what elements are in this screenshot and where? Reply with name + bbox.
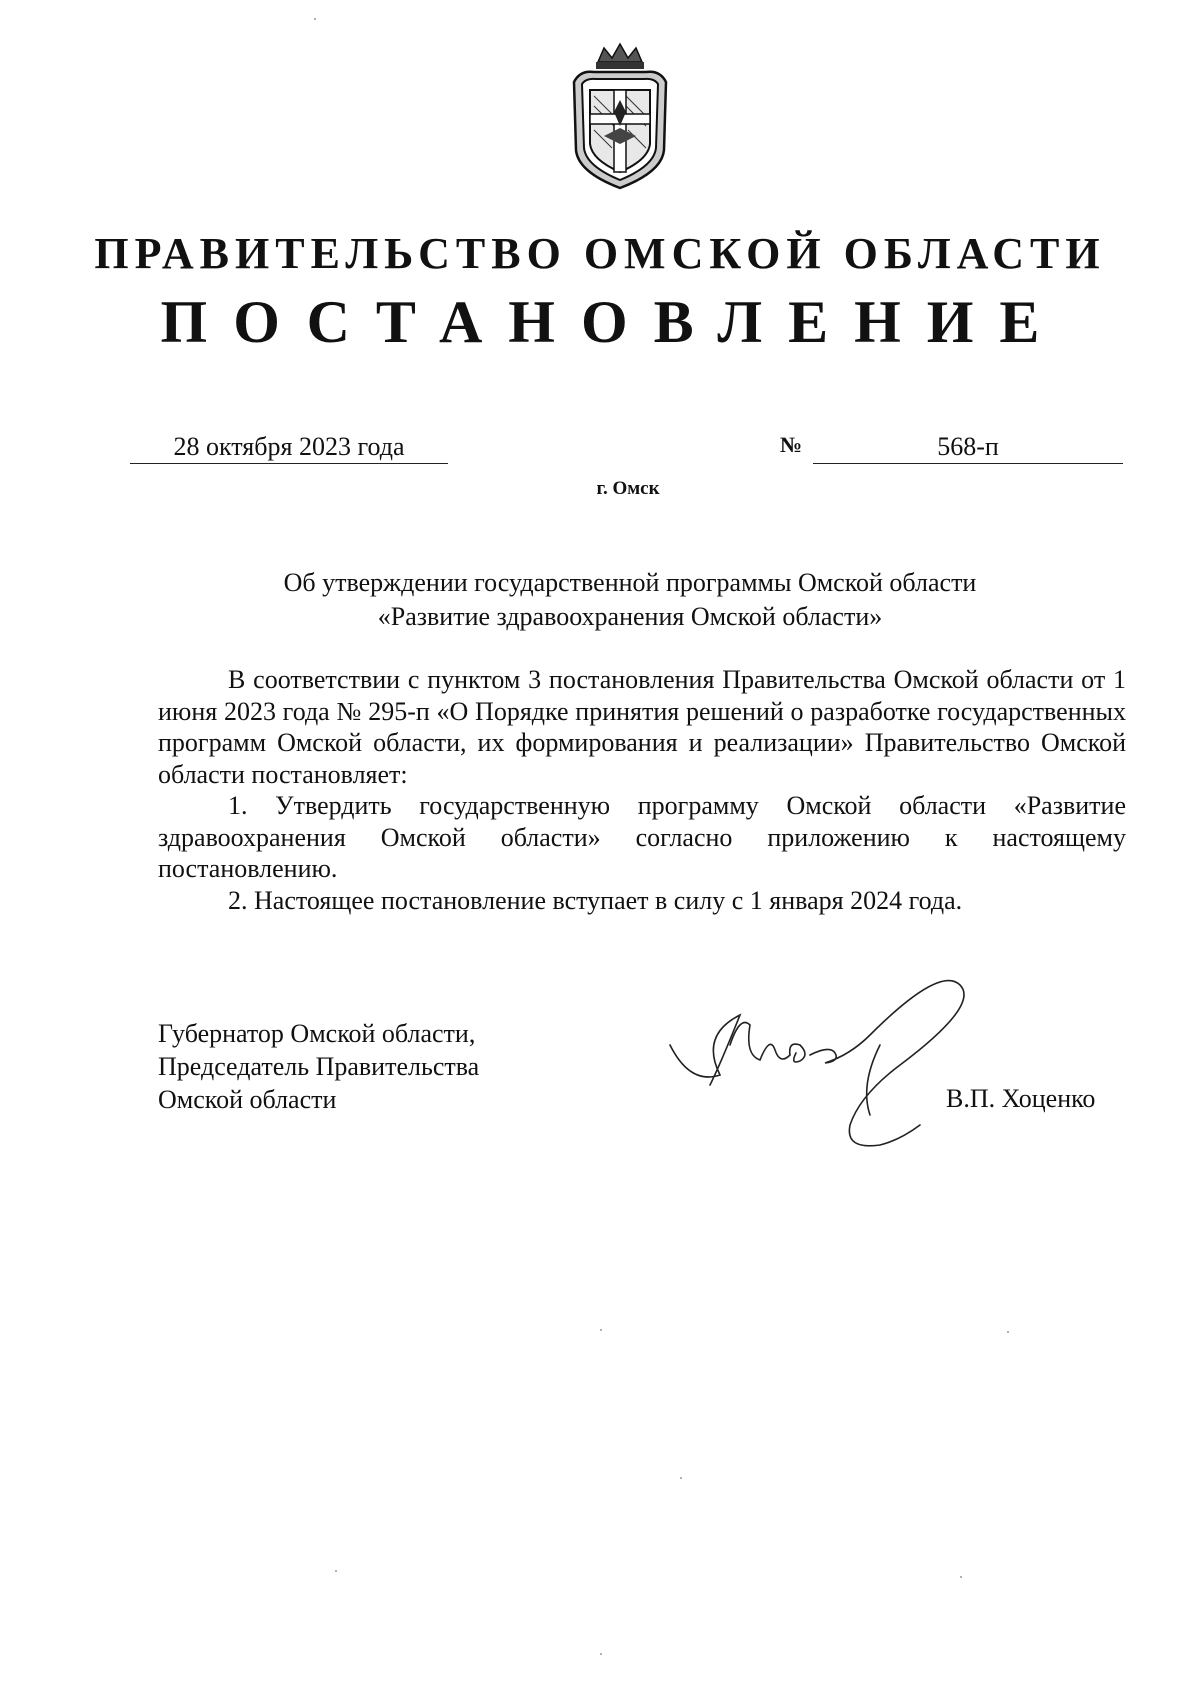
number-sign: №: [780, 432, 803, 457]
handwritten-signature: [660, 975, 1060, 1175]
scan-speck: [600, 1653, 602, 1655]
document-date: 28 октября 2023 года: [173, 432, 405, 461]
number-underline: [813, 463, 1123, 464]
coat-of-arms-icon: [560, 40, 680, 190]
scan-speck: [680, 1477, 682, 1479]
document-body: [158, 664, 1126, 916]
signatory-name: В.П. Хоценко: [946, 1084, 1096, 1113]
signatory-title-line-2: Председатель Правительства: [158, 1052, 480, 1081]
scan-speck: [335, 1570, 337, 1572]
body-paragraph-1: В соответствии с пунктом 3 постановления Правительства Омской области от 1 июня 2023 года № 295-п «О Порядке принятия решений о разработке государственных программ Омской области, их формирования и реализации» Правительство Омской области постановляет:: [158, 665, 1126, 789]
signatory-title-line-3: Омской области: [158, 1085, 337, 1114]
document-number: 568-п: [937, 432, 999, 461]
scan-speck: [960, 1576, 962, 1578]
scan-speck: [1007, 1331, 1009, 1333]
organization-title: ПРАВИТЕЛЬСТВО ОМСКОЙ ОБЛАСТИ: [94, 229, 1106, 278]
body-paragraph-2: 1. Утвердить государственную программу Омской области «Развитие здравоохранения Омской области» согласно приложению к настоящему постановлению.: [158, 791, 1126, 883]
scan-speck: [600, 1329, 602, 1331]
document-subject: [180, 566, 1080, 634]
document-type-title: ПОСТАНОВЛЕНИЕ: [160, 289, 1066, 355]
city: г. Омск: [596, 478, 660, 499]
signatory-title-line-1: Губернатор Омской области,: [158, 1019, 476, 1048]
date-underline: [130, 463, 448, 464]
subject-line-1: Об утверждении государственной программы Омской области: [283, 568, 977, 597]
scan-speck: [314, 18, 316, 20]
body-paragraph-3: 2. Настоящее постановление вступает в силу с 1 января 2024 года.: [228, 885, 963, 915]
signatory-title: [158, 1017, 479, 1116]
subject-line-2: «Развитие здравоохранения Омской области»: [377, 602, 883, 631]
